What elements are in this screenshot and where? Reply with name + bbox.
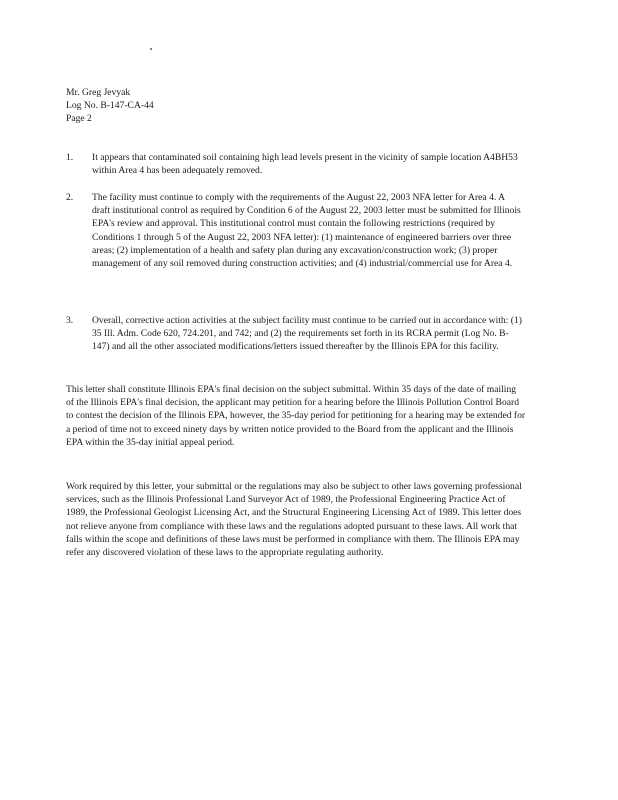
scan-speck: [150, 48, 152, 50]
item-text: The facility must continue to comply with the requirements of the August 22, 2003 NFA letter for Area 4. A draft institutional control as required by Condition 6 of the August 22, 2003 letter must be submitted for Illinois EPA's review and approval. This institutional control must contain the following restrictions (required by Conditions 1 through 5 of the August 22, 2003 NFA letter): (1) maintenance of engineered barriers over three areas; (2) implementation of a health and safety plan during any excavation/construction work; (3) proper management of any soil removed during construction activities; and (4) industrial/commercial use for Area 4.: [92, 192, 521, 270]
item-text: It appears that contaminated soil containing high lead levels present in the vicinity of sample location A4BH53 within Area 4 has been adequately removed.: [92, 152, 518, 177]
item-text: Overall, corrective action activities at the subject facility must continue to be carried out in accordance with: (1) 35 Ill. Adm. Code 620, 724.201, and 742; and (2) the requirements set forth in its RCRA permit (Log No. B-147) and all the other associated modifications/letters issued thereafter by the Illinois EPA for this facility.: [92, 315, 522, 353]
item-number: 2.: [66, 192, 74, 203]
item-number: 3.: [66, 315, 74, 326]
recipient-name: Mr. Greg Jevyak: [66, 87, 131, 98]
letter-header: [66, 86, 366, 126]
log-number: Log No. B-147-CA-44: [66, 100, 154, 112]
page-number: Page 2: [66, 113, 92, 125]
body-paragraph-decision: This letter shall constitute Illinois EPA's final decision on the subject submittal. Within 35 days of the date of mailing of the Illinois EPA's final decision, the applicant may petition for a hearing before the Illinois Pollution Control Board to contest the decision of the Illinois EPA, however, the 35-day period for petitioning for a hearing may be extended for a period of time not to exceed ninety days by written notice provided to the Board from the applicant and the Illinois EPA within the 35-day initial appeal period.: [66, 384, 526, 448]
item-number: 1.: [66, 152, 74, 163]
body-paragraph-professional-services: Work required by this letter, your submittal or the regulations may also be subject to other laws governing professional services, such as the Illinois Professional Land Surveyor Act of 1989, the Professional Engineering Practice Act of 1989, the Professional Geologist Licensing Act, and the Structural Engineering Licensing Act of 1989. This letter does not relieve anyone from compliance with these laws and the regulations adopted pursuant to these laws. All work that falls within the scope and definitions of these laws must be performed in compliance with them. The Illinois EPA may refer any discovered violation of these laws to the appropriate regulating authority.: [66, 481, 522, 559]
